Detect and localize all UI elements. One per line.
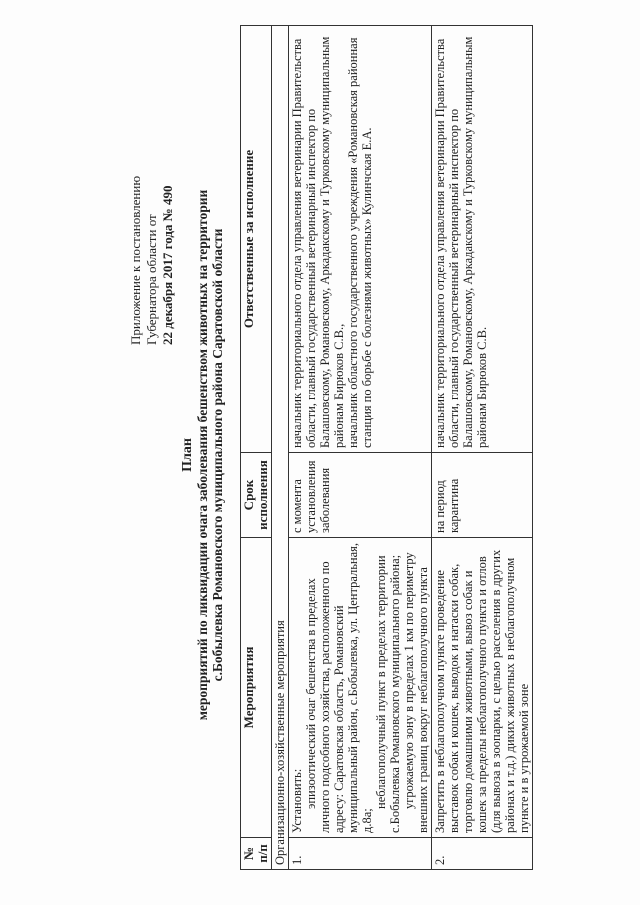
responsible-text: начальник территориального отдела управления ветеринарии Правительства области, главный государственный ветеринарный инспектор по Балашовскому, Романовскому, Аркадакскому и Турковскому муниципальным районам Бирюков С.В., [290,36,346,448]
measure-text: Установить: [290,768,304,833]
appendix-note [128,15,176,345]
title-plan: План [180,438,195,472]
measure-text: эпизоотический очаг бешенства в пределах личного подсобного хозяйства, расположенного по адресу: Саратовская область, Романовский муниципальный район, с.Бобылевка, ул. Центральная, д.8а; [304,542,374,833]
table-row [289,26,432,870]
header-number: № п/п [241,838,272,870]
row-number: 2. [432,838,533,870]
document-title [180,75,225,835]
section-row [272,26,289,870]
responsible-text: начальник территориального отдела управления ветеринарии Правительства области, главный государственный ветеринарный инспектор по Балашовскому, Романовскому, Аркадакскому и Турковскому муниципальным районам Бирюков С.В. [433,36,489,448]
measure-text: неблагополучный пункт в пределах территории с.Бобылевка Романовского муниципального района; [374,554,402,833]
row-responsible [432,26,533,453]
row-number: 1. [289,838,432,870]
row-measures [432,538,533,838]
title-line-2: мероприятий по ликвидации очага заболевания бешенством животных на территории [195,189,210,721]
header-term: Срок исполнения [241,453,272,538]
table-row [432,26,533,870]
row-responsible [289,26,432,453]
table-header-row [241,26,272,870]
row-term: с момента установления заболевания [289,453,432,538]
measure-text: Запретить в неблагополучном пункте проведение выставок собак и кошек, выводок и натаски собак, торговлю домашними животными, вывоз собак и кошек за пределы неблагополучного пункта и отлов (для вывоза в зоопарки, с целью расселения в других районах и т.д.) диких животных в неблагополучном пункте и в угрожаемой зоне [433,549,531,833]
appendix-line-1: Приложение к постановлению [128,175,143,345]
responsible-text: начальник областного государственного учреждения «Романовская районная станция по борьбе с болезнями животных» Кулинчская Е.А. [346,37,374,448]
row-term: на период карантина [432,453,533,538]
header-responsible: Ответственные за исполнение [241,26,272,453]
measure-text: угрожаемую зону в пределах 1 км по периметру внешних границ вокруг неблагополучного пункта [402,552,430,833]
row-measures [289,538,432,838]
header-measures: Мероприятия [241,538,272,838]
measures-table [240,25,533,870]
appendix-date: 22 декабря 2017 года № 490 [160,185,175,345]
appendix-line-2: Губернатора области от [144,214,159,345]
section-title: Организационно-хозяйственные мероприятия [272,26,289,870]
title-line-3: с.Бобылевка Романовского муниципального района Саратовской области [210,228,225,682]
